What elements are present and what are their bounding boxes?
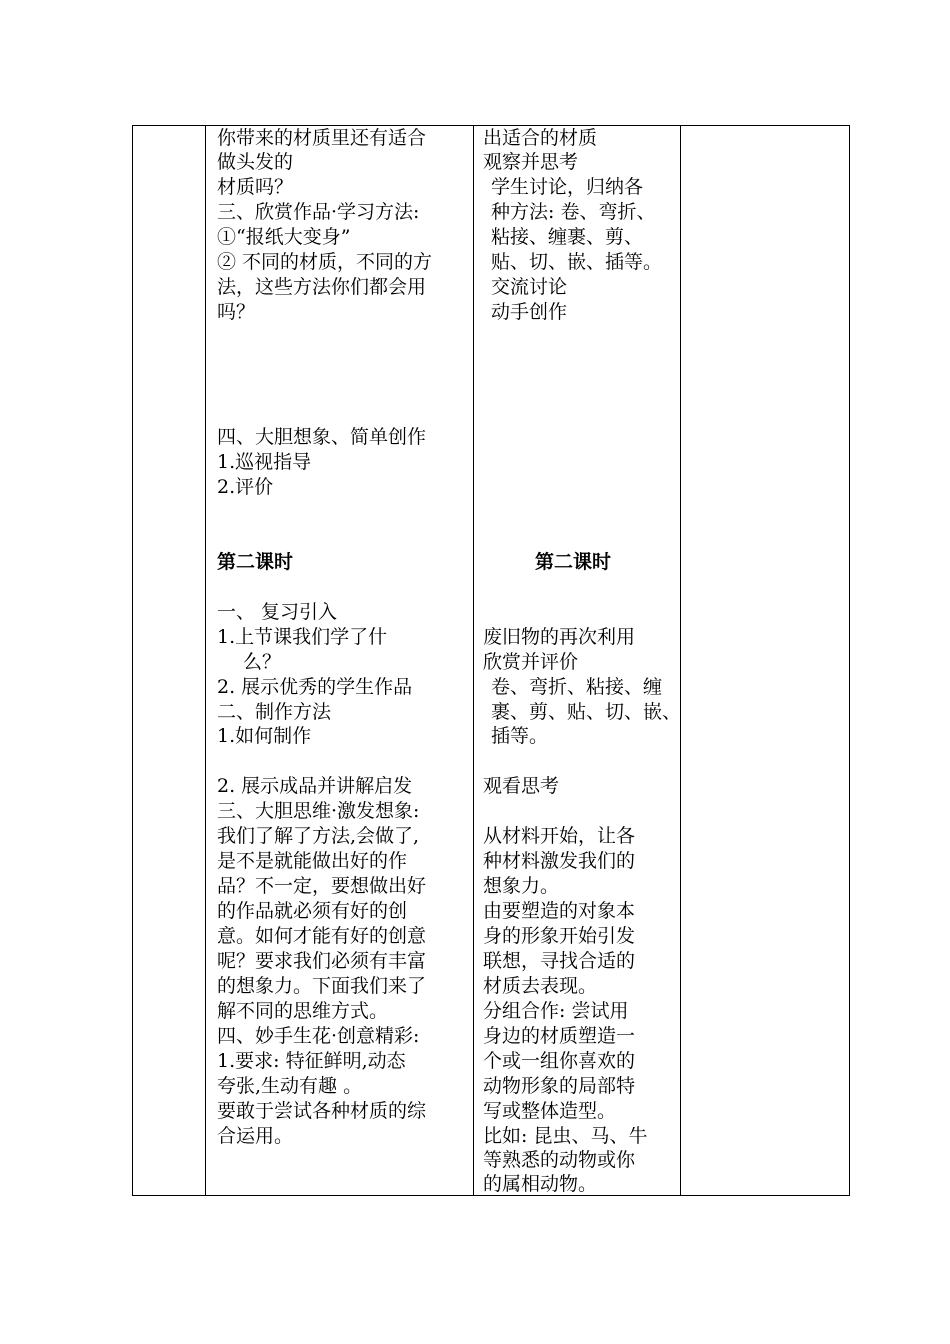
text-line: 交流讨论: [491, 276, 568, 298]
text-line: 身边的材质塑造一: [483, 1025, 636, 1047]
text-line: 动物形象的局部特: [483, 1075, 636, 1097]
text-line: 观看思考: [483, 775, 560, 797]
text-line: 联想，寻找合适的: [483, 950, 636, 972]
text-line: 三、欣赏作品·学习方法:: [217, 201, 420, 223]
text-line: 1.巡视指导: [217, 451, 312, 473]
text-line: 1.要求: 特征鲜明,动态: [217, 1050, 406, 1072]
lesson-plan-table: [132, 125, 850, 1196]
text-line: 的作品就必须有好的创: [217, 900, 408, 922]
text-line: 2.评价: [217, 476, 274, 498]
column-divider: [473, 126, 474, 1195]
section-heading: 二、制作方法: [217, 701, 332, 723]
text-line: 种材料激发我们的: [483, 850, 636, 872]
text-line: 2. 展示优秀的学生作品: [217, 676, 413, 698]
section-heading: 四、大胆想象、简单创作: [217, 426, 427, 448]
text-line: 比如: 昆虫、马、牛: [483, 1125, 648, 1147]
text-line: 粘接、缠裹、剪、: [491, 226, 644, 248]
text-line: 解不同的思维方式。: [217, 1000, 389, 1022]
text-line: 1.上节课我们学了什: [217, 626, 388, 648]
text-line: 我们了解了方法,会做了,: [217, 825, 420, 847]
text-line: 观察并思考: [483, 151, 579, 173]
text-line: 吗？: [217, 301, 256, 323]
section-heading: 三、大胆思维·激发想象:: [217, 800, 420, 822]
text-line: 贴、切、嵌、插等。: [491, 251, 663, 273]
text-line: 想象力。: [483, 875, 560, 897]
text-line: 的属相动物。: [483, 1173, 598, 1195]
text-line: 意。如何才能有好的创意: [217, 925, 427, 947]
text-line: 等熟悉的动物或你: [483, 1149, 636, 1171]
text-line: 个或一组你喜欢的: [483, 1050, 636, 1072]
text-line: 身的形象开始引发: [483, 925, 636, 947]
text-line: ①“报纸大变身”: [217, 226, 351, 248]
lesson-heading: 第二课时: [535, 551, 612, 573]
text-line: 动手创作: [491, 301, 568, 323]
text-line: 学生讨论，归纳各: [491, 176, 644, 198]
text-line: 种方法: 卷、弯折、: [491, 201, 656, 223]
text-line: 分组合作: 尝试用: [483, 1000, 629, 1022]
text-line: 废旧物的再次利用: [483, 626, 636, 648]
text-line: 是不是就能做出好的作: [217, 850, 408, 872]
text-line: 材质去表现。: [483, 975, 598, 997]
text-line: 你带来的材质里还有适合: [217, 127, 427, 149]
text-line: 法，这些方法你们都会用: [217, 276, 427, 298]
text-line: 插等。: [491, 725, 549, 747]
text-line: 合运用。: [217, 1125, 294, 1147]
text-line: 写或整体造型。: [483, 1100, 617, 1122]
text-line: 卷、弯折、粘接、缠: [491, 676, 663, 698]
text-line: 做头发的: [217, 151, 294, 173]
text-line: 裹、剪、贴、切、嵌、: [491, 701, 682, 723]
text-line: 出适合的材质: [483, 127, 598, 149]
text-line: 么？: [243, 651, 282, 673]
text-line: 品？不一定，要想做出好: [217, 875, 427, 897]
column-divider: [680, 126, 681, 1195]
text-line: 材质吗？: [217, 176, 294, 198]
text-line: 欣赏并评价: [483, 651, 579, 673]
text-line: ② 不同的材质，不同的方: [217, 251, 433, 273]
lesson-heading: 第二课时: [217, 551, 294, 573]
text-line: 的想象力。下面我们来了: [217, 975, 427, 997]
section-heading: 一、 复习引入: [217, 601, 338, 623]
text-line: 夸张,生动有趣 。: [217, 1075, 363, 1097]
section-heading: 四、妙手生花·创意精彩:: [217, 1025, 420, 1047]
column-divider: [205, 126, 206, 1195]
text-line: 1.如何制作: [217, 725, 312, 747]
text-line: 要敢于尝试各种材质的综: [217, 1100, 427, 1122]
text-line: 呢？要求我们必须有丰富: [217, 950, 427, 972]
text-line: 2. 展示成品并讲解启发: [217, 775, 413, 797]
text-line: 从材料开始，让各: [483, 825, 636, 847]
text-line: 由要塑造的对象本: [483, 900, 636, 922]
